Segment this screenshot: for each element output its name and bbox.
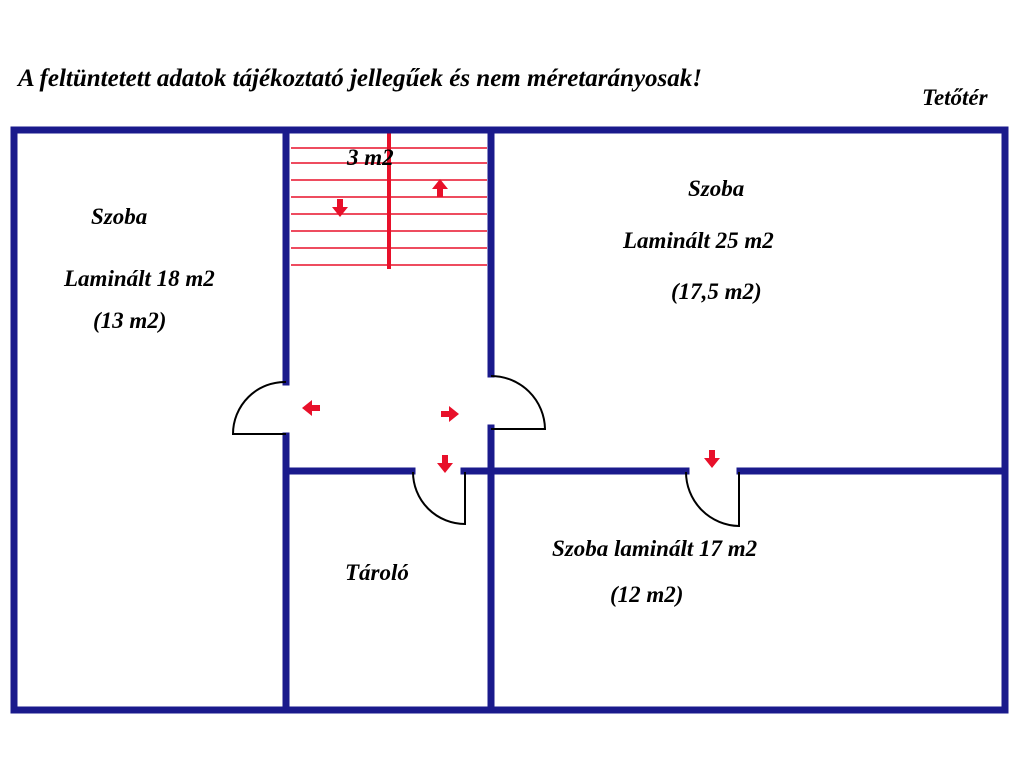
arrow-icon [432, 179, 448, 197]
left-room-net-area: (13 m2) [93, 308, 167, 333]
door-swing-icon [233, 376, 739, 526]
arrow-icon [437, 455, 453, 473]
right-bottom-room-name: Szoba laminált 17 m2 [552, 536, 758, 561]
arrow-icon [441, 406, 459, 422]
disclaimer-text: A feltüntetett adatok tájékoztató jellegűek és nem méretarányosak! [18, 65, 702, 92]
right-bottom-room-net-area: (12 m2) [610, 582, 684, 607]
floor-label: Tetőtér [922, 85, 988, 110]
left-room-floor: Laminált 18 m2 [64, 266, 215, 291]
arrow-icon [704, 450, 720, 468]
left-room-name: Szoba [91, 204, 148, 229]
arrow-icon [302, 400, 320, 416]
right-top-room-floor: Laminált 25 m2 [623, 228, 774, 253]
right-top-room-name: Szoba [688, 176, 745, 201]
right-top-room-net-area: (17,5 m2) [671, 279, 762, 304]
walls [14, 130, 1005, 710]
storage-name: Tároló [345, 560, 409, 585]
stairs-area: 3 m2 [347, 145, 394, 170]
